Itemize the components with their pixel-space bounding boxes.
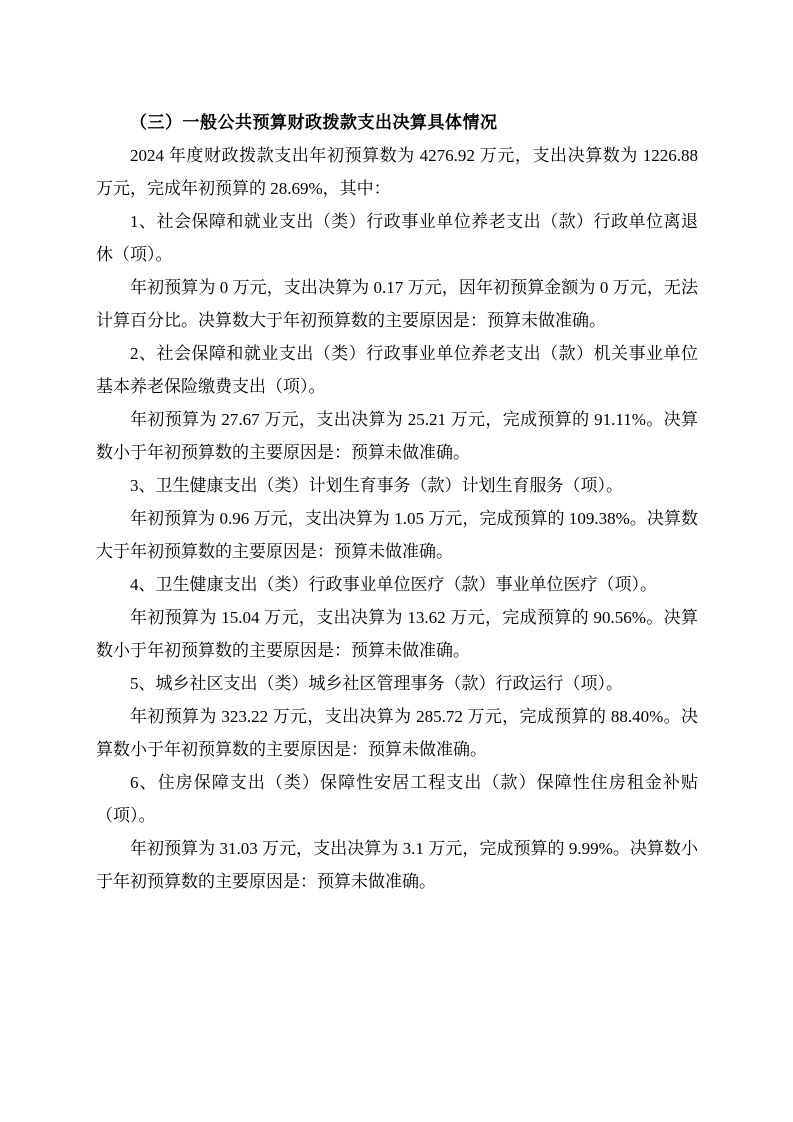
paragraph-item-3-detail: 年初预算为 0.96 万元，支出决算为 1.05 万元，完成预算的 109.38%。决算数大于年初预算数的主要原因是：预算未做准确。	[96, 509, 698, 561]
section-heading: （三）一般公共预算财政拨款支出决算具体情况	[130, 113, 498, 132]
paragraph-item-4-title: 4、卫生健康支出（类）行政事业单位医疗（款）事业单位医疗（项）。	[130, 575, 657, 594]
paragraph-item-4-detail: 年初预算为 15.04 万元，支出决算为 13.62 万元，完成预算的 90.56%。决算数小于年初预算数的主要原因是：预算未做准确。	[96, 608, 698, 660]
paragraph-item-5-detail: 年初预算为 323.22 万元，支出决算为 285.72 万元，完成预算的 88.40%。决算数小于年初预算数的主要原因是：预算未做准确。	[96, 707, 698, 759]
paragraph-item-3-title: 3、卫生健康支出（类）计划生育事务（款）计划生育服务（项）。	[130, 476, 623, 495]
paragraph-item-5-title: 5、城乡社区支出（类）城乡社区管理事务（款）行政运行（项）。	[130, 674, 623, 693]
paragraph-item-1-detail: 年初预算为 0 万元，支出决算为 0.17 万元，因年初预算金额为 0 万元，无法计算百分比。决算数大于年初预算数的主要原因是：预算未做准确。	[96, 278, 698, 330]
paragraph-item-6-title: 6、住房保障支出（类）保障性安居工程支出（款）保障性住房租金补贴（项）。	[96, 773, 698, 825]
paragraph-item-1-title: 1、社会保障和就业支出（类）行政事业单位养老支出（款）行政单位离退休（项）。	[96, 212, 698, 264]
paragraph-overview: 2024 年度财政拨款支出年初预算数为 4276.92 万元，支出决算数为 1226.88 万元，完成年初预算的 28.69%，其中：	[96, 146, 698, 198]
paragraph-item-6-detail: 年初预算为 31.03 万元，支出决算为 3.1 万元，完成预算的 9.99%。决算数小于年初预算数的主要原因是：预算未做准确。	[96, 839, 698, 891]
paragraph-item-2-detail: 年初预算为 27.67 万元，支出决算为 25.21 万元，完成预算的 91.11%。决算数小于年初预算数的主要原因是：预算未做准确。	[96, 410, 698, 462]
paragraph-item-2-title: 2、社会保障和就业支出（类）行政事业单位养老支出（款）机关事业单位基本养老保险缴费支出（项）。	[96, 344, 698, 396]
